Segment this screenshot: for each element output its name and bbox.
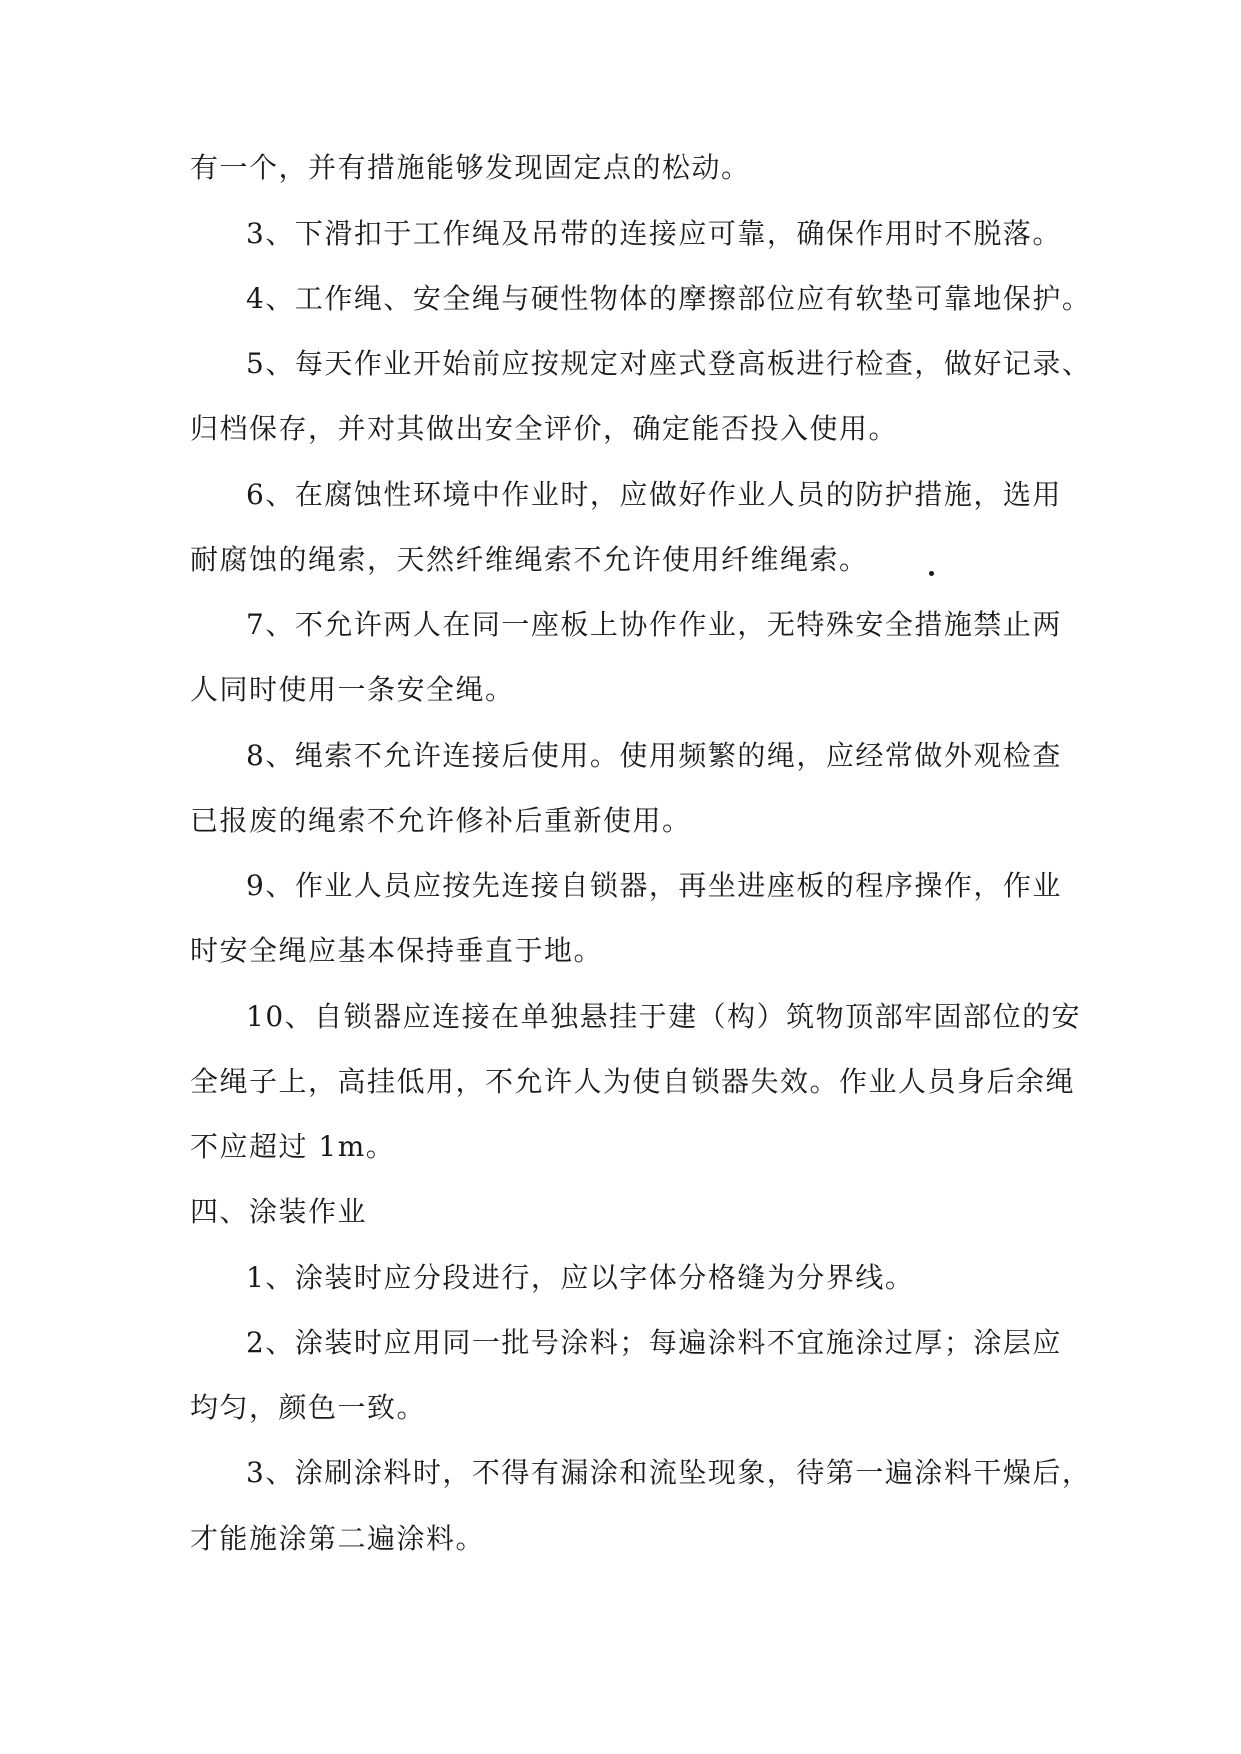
text-line: 1、涂装时应分段进行，应以字体分格缝为分界线。 (246, 1261, 915, 1294)
text-line: 均匀，颜色一致。 (190, 1391, 427, 1424)
text-line: 5、每天作业开始前应按规定对座式登高板进行检查，做好记录、 (246, 347, 1092, 380)
text-line: 归档保存，并对其做出安全评价，确定能否投入使用。 (190, 412, 899, 445)
section-heading: 四、涂装作业 (190, 1195, 368, 1228)
text-line: 3、下滑扣于工作绳及吊带的连接应可靠，确保作用时不脱落。 (246, 217, 1062, 250)
text-line: 人同时使用一条安全绳。 (190, 673, 515, 706)
text-line: 3、涂刷涂料时，不得有漏涂和流坠现象，待第一遍涂料干燥后， (246, 1456, 1092, 1489)
stray-dot-mark (929, 571, 934, 576)
text-line: 6、在腐蚀性环境中作业时，应做好作业人员的防护措施，选用 (246, 478, 1062, 511)
text-line: 不应超过 1m。 (190, 1130, 396, 1163)
text-line: 8、绳索不允许连接后使用。使用频繁的绳，应经常做外观检查 (246, 739, 1062, 772)
text-line: 7、不允许两人在同一座板上协作作业，无特殊安全措施禁止两 (246, 608, 1062, 641)
text-line: 有一个，并有措施能够发现固定点的松动。 (190, 151, 751, 184)
text-line: 耐腐蚀的绳索，天然纤维绳索不允许使用纤维绳索。 (190, 543, 869, 576)
text-line: 才能施涂第二遍涂料。 (190, 1522, 486, 1555)
text-line: 2、涂装时应用同一批号涂料；每遍涂料不宜施涂过厚；涂层应 (246, 1326, 1062, 1359)
text-line: 已报废的绳索不允许修补后重新使用。 (190, 804, 692, 837)
text-line: 9、作业人员应按先连接自锁器，再坐进座板的程序操作，作业 (246, 869, 1062, 902)
text-line: 10、自锁器应连接在单独悬挂于建（构）筑物顶部牢固部位的安 (246, 1000, 1082, 1033)
text-line: 时安全绳应基本保持垂直于地。 (190, 934, 604, 967)
text-line: 全绳子上，高挂低用，不允许人为使自锁器失效。作业人员身后余绳 (190, 1065, 1076, 1098)
text-line: 4、工作绳、安全绳与硬性物体的摩擦部位应有软垫可靠地保护。 (246, 282, 1092, 315)
